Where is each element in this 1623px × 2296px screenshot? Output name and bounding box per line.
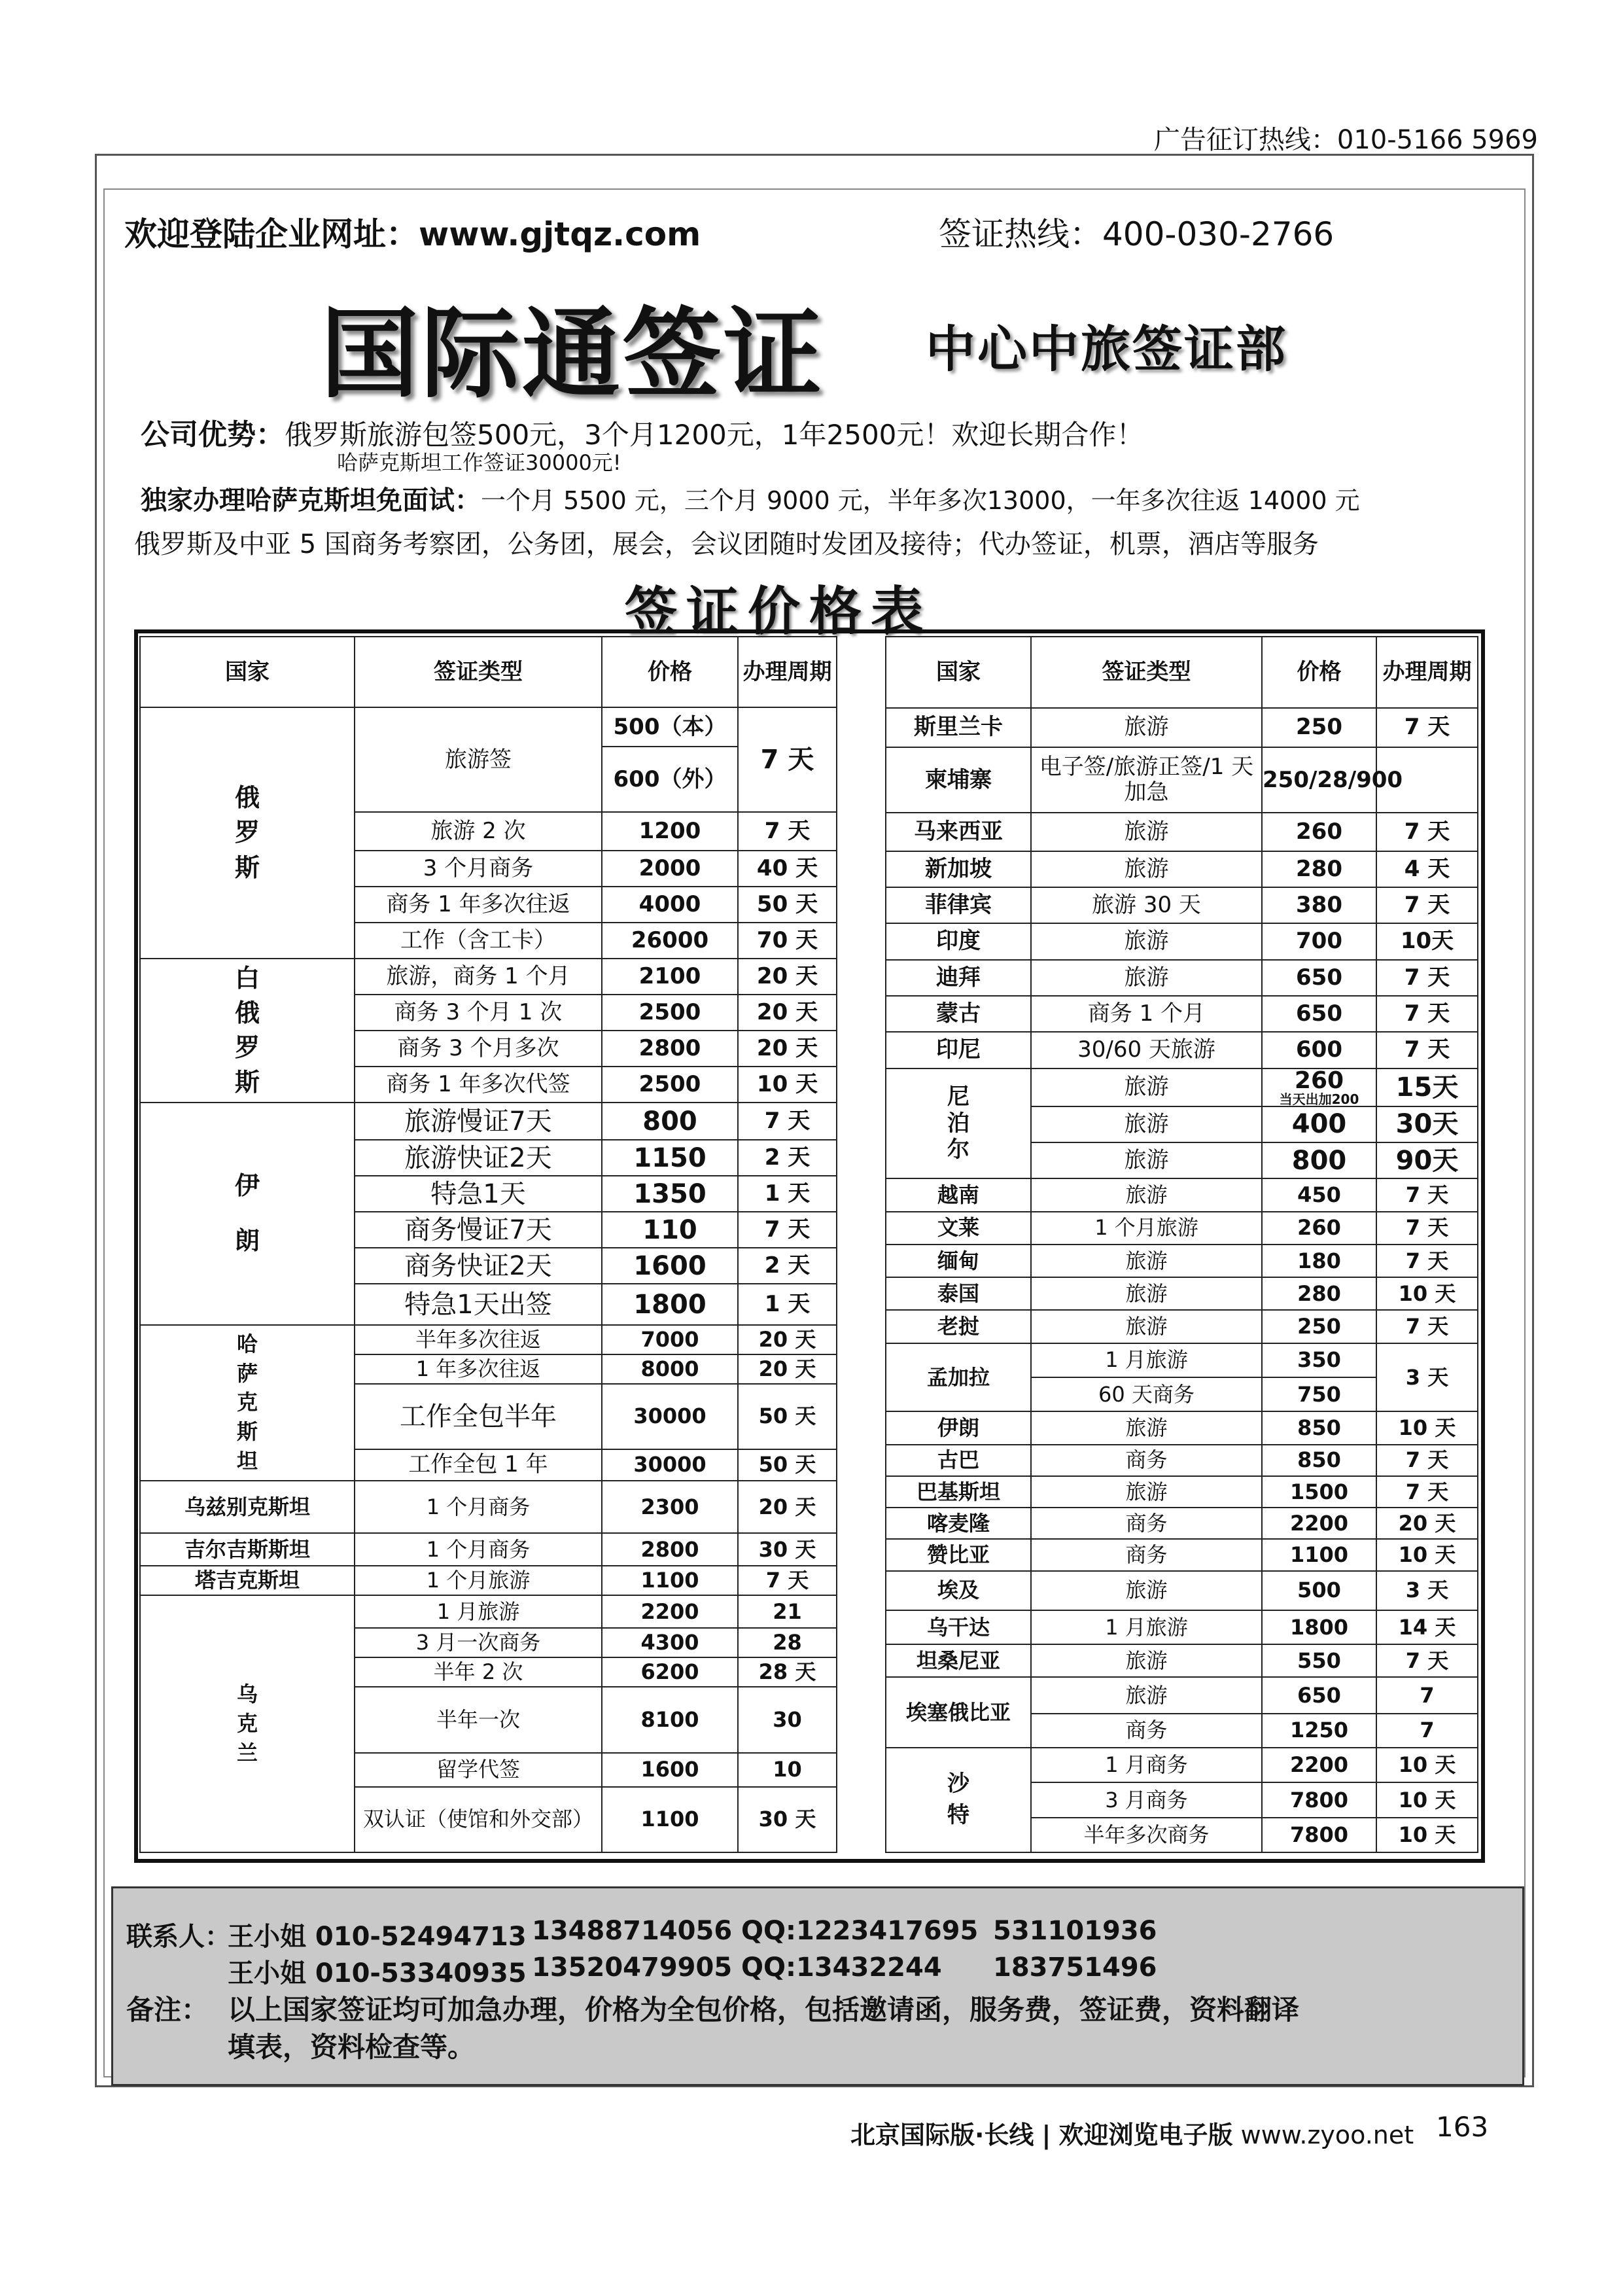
country-nepal: 尼泊尔 — [886, 1069, 1031, 1179]
contact-box — [111, 1886, 1524, 2086]
period: 3 天 — [1376, 1571, 1478, 1610]
country-indonesia: 印尼 — [886, 1032, 1031, 1068]
brand-subtitle: 中心中旅签证部 — [926, 320, 1287, 378]
price: 850 — [1262, 1411, 1376, 1444]
price: 380 — [1262, 887, 1376, 923]
visa-type: 半年多次商务 — [1031, 1818, 1262, 1852]
price: 250 — [1262, 708, 1376, 747]
exclusive-text: 一个月 5500 元，三个月 9000 元，半年多次13000，一年多次往返 14000 元 — [481, 486, 1360, 515]
visa-type: 旅游 — [1031, 1277, 1262, 1310]
visa-type: 3 月商务 — [1031, 1782, 1262, 1817]
price: 750 — [1262, 1377, 1376, 1411]
contact-2-phone: 王小姐 010-53340935 — [228, 1958, 527, 1988]
period: 7 天 — [1376, 1310, 1478, 1343]
visa-type: 旅游，商务 1 个月 — [355, 959, 602, 995]
price: 650 — [1262, 1677, 1376, 1713]
header-country: 国家 — [140, 637, 355, 707]
country-zambia: 赞比亚 — [886, 1539, 1031, 1570]
footer-browse: 欢迎浏览电子版 — [1058, 2121, 1233, 2149]
price: 30000 — [602, 1384, 738, 1449]
price: 4300 — [602, 1628, 738, 1657]
visa-type: 商务 1 年多次往返 — [355, 887, 602, 923]
country-ukraine: 乌克兰 — [140, 1595, 355, 1852]
visa-type: 旅游 — [1031, 813, 1262, 851]
price: 1100 — [602, 1787, 738, 1852]
visa-type: 工作（含工卡） — [355, 923, 602, 959]
period: 50 天 — [738, 1449, 837, 1481]
visa-type: 旅游 — [1031, 708, 1262, 747]
price: 1100 — [602, 1566, 738, 1595]
country-tanzania: 坦桑尼亚 — [886, 1644, 1031, 1677]
exclusive-label: 独家办理哈萨克斯坦免面试： — [141, 486, 481, 516]
country-laos: 老挝 — [886, 1310, 1031, 1343]
country-philippines: 菲律宾 — [886, 887, 1031, 923]
contact-1-phone: 王小姐 010-52494713 — [228, 1922, 527, 1952]
visa-type: 商务 — [1031, 1445, 1262, 1476]
country-mongolia: 蒙古 — [886, 996, 1031, 1032]
price: 250 — [1262, 1310, 1376, 1343]
visa-type: 旅游 — [1031, 1178, 1262, 1211]
period: 7 天 — [1376, 996, 1478, 1032]
visa-type: 旅游慢证7天 — [355, 1103, 602, 1140]
price: 280 — [1262, 851, 1376, 887]
country-kyrgyzstan: 吉尔吉斯斯坦 — [140, 1533, 355, 1566]
price: 1250 — [1262, 1714, 1376, 1748]
period: 7 天 — [1376, 1178, 1478, 1211]
period: 7 天 — [738, 812, 837, 850]
contact-2-qq: QQ:13432244 — [741, 1952, 942, 1983]
visa-type: 旅游 — [1031, 1106, 1262, 1142]
table-gutter — [836, 636, 885, 1853]
visa-type: 1 月旅游 — [1031, 1610, 1262, 1644]
period: 7 — [1376, 1677, 1478, 1713]
visa-type: 1 个月商务 — [355, 1481, 602, 1533]
period: 7 天 — [738, 1566, 837, 1595]
period: 7 天 — [738, 707, 837, 812]
exclusive-offer — [141, 480, 1360, 517]
period: 7 天 — [738, 1103, 837, 1140]
header-price: 价格 — [1262, 637, 1376, 708]
price: 1350 — [602, 1176, 738, 1212]
country-cambodia: 柬埔寨 — [886, 747, 1031, 813]
visa-type: 1 个月商务 — [355, 1533, 602, 1566]
visa-type: 旅游快证2天 — [355, 1140, 602, 1176]
price: 2800 — [602, 1533, 738, 1566]
period: 10天 — [1376, 923, 1478, 959]
price: 600（外） — [602, 747, 738, 812]
price: 400 — [1262, 1106, 1376, 1142]
page-number: 163 — [1436, 2111, 1489, 2143]
period: 20 天 — [738, 1481, 837, 1533]
country-myanmar: 缅甸 — [886, 1245, 1031, 1277]
note-label: 备注： — [126, 1994, 209, 2026]
price: 650 — [1262, 996, 1376, 1032]
country-sri-lanka: 斯里兰卡 — [886, 708, 1031, 747]
visa-type: 1 月旅游 — [355, 1595, 602, 1628]
price: 500（本） — [602, 707, 738, 747]
price: 30000 — [602, 1449, 738, 1481]
country-iran: 伊朗 — [886, 1411, 1031, 1444]
country-saudi: 沙特 — [886, 1748, 1031, 1852]
period: 20 天 — [738, 995, 837, 1031]
country-malaysia: 马来西亚 — [886, 813, 1031, 851]
price: 6200 — [602, 1657, 738, 1687]
period: 7 — [1376, 1714, 1478, 1748]
visa-type: 旅游签 — [355, 707, 602, 812]
contact-2-mobile: 13520479905 — [532, 1952, 733, 1983]
visa-type: 旅游 — [1031, 1571, 1262, 1610]
price: 280 — [1262, 1277, 1376, 1310]
period: 7 天 — [1376, 1245, 1478, 1277]
price: 2800 — [602, 1031, 738, 1067]
country-iran: 伊朗 — [140, 1103, 355, 1324]
contact-1-mobile: 13488714056 — [532, 1916, 733, 1946]
visa-type: 半年一次 — [355, 1687, 602, 1752]
price: 1600 — [602, 1248, 738, 1284]
price: 1150 — [602, 1140, 738, 1176]
period: 50 天 — [738, 1384, 837, 1449]
price: 450 — [1262, 1178, 1376, 1211]
visa-type: 1 个月旅游 — [1031, 1212, 1262, 1245]
price: 600 — [1262, 1032, 1376, 1068]
period: 10 — [738, 1753, 837, 1787]
period: 7 天 — [738, 1212, 837, 1248]
period: 20 天 — [738, 959, 837, 995]
period: 7 天 — [1376, 1445, 1478, 1476]
country-vietnam: 越南 — [886, 1178, 1031, 1211]
visa-type: 3 个月商务 — [355, 851, 602, 887]
price: 650 — [1262, 960, 1376, 996]
price: 2500 — [602, 1067, 738, 1103]
price: 250/28/900 — [1262, 747, 1376, 813]
price: 850 — [1262, 1445, 1376, 1476]
price: 800 — [1262, 1142, 1376, 1178]
price: 8000 — [602, 1354, 738, 1384]
header-visa-type: 签证类型 — [355, 637, 602, 707]
period: 90天 — [1376, 1142, 1478, 1178]
country-thailand: 泰国 — [886, 1277, 1031, 1310]
price: 7000 — [602, 1325, 738, 1354]
period: 30 — [738, 1687, 837, 1752]
urgent-note: 当天出加200 — [1279, 1091, 1359, 1107]
visa-type: 旅游 — [1031, 1142, 1262, 1178]
price: 260 — [1262, 813, 1376, 851]
country-brunei: 文莱 — [886, 1212, 1031, 1245]
period: 20 天 — [738, 1031, 837, 1067]
country-pakistan: 巴基斯坦 — [886, 1476, 1031, 1508]
country-uzbekistan: 乌兹别克斯坦 — [140, 1481, 355, 1533]
header-country: 国家 — [886, 637, 1031, 708]
brand-title: 国际通签证 — [321, 296, 825, 412]
visa-type: 旅游 — [1031, 960, 1262, 996]
visa-type: 商务 3 个月 1 次 — [355, 995, 602, 1031]
price: 1500 — [1262, 1476, 1376, 1508]
period: 30天 — [1376, 1106, 1478, 1142]
period: 20 天 — [738, 1354, 837, 1384]
price: 2200 — [1262, 1508, 1376, 1539]
visa-type: 旅游 30 天 — [1031, 887, 1262, 923]
visa-type: 30/60 天旅游 — [1031, 1032, 1262, 1068]
period: 7 天 — [1376, 960, 1478, 996]
period: 14 天 — [1376, 1610, 1478, 1644]
country-bangladesh: 孟加拉 — [886, 1343, 1031, 1412]
footer-site[interactable]: www.zyoo.net — [1240, 2121, 1414, 2149]
visa-type: 1 年多次往返 — [355, 1354, 602, 1384]
price: 180 — [1262, 1245, 1376, 1277]
period: 1 天 — [738, 1284, 837, 1324]
period: 30 天 — [738, 1787, 837, 1852]
period: 30 天 — [738, 1533, 837, 1566]
price: 1600 — [602, 1753, 738, 1787]
price: 7800 — [1262, 1782, 1376, 1817]
period: 15天 — [1376, 1069, 1478, 1106]
price: 2000 — [602, 851, 738, 887]
period: 1 天 — [738, 1176, 837, 1212]
period: 20 天 — [1376, 1508, 1478, 1539]
period: 28 — [738, 1628, 837, 1657]
period: 10 天 — [1376, 1818, 1478, 1852]
visa-type: 旅游 — [1031, 1069, 1262, 1106]
period: 10 天 — [1376, 1539, 1478, 1570]
price: 700 — [1262, 923, 1376, 959]
price: 1100 — [1262, 1539, 1376, 1570]
period: 40 天 — [738, 851, 837, 887]
visa-type: 1 月商务 — [1031, 1748, 1262, 1782]
country-egypt: 埃及 — [886, 1571, 1031, 1610]
company-advantage — [141, 411, 1143, 453]
note-line-2: 填表，资料检查等。 — [228, 2031, 476, 2063]
contact-1-qq: QQ:1223417695 — [741, 1916, 979, 1946]
header-period: 办理周期 — [738, 637, 837, 707]
visa-type: 商务 — [1031, 1508, 1262, 1539]
period: 2 天 — [738, 1248, 837, 1284]
visa-type: 旅游 — [1031, 923, 1262, 959]
visa-type: 商务快证2天 — [355, 1248, 602, 1284]
price: 2500 — [602, 995, 738, 1031]
price: 800 — [602, 1103, 738, 1140]
price: 550 — [1262, 1644, 1376, 1677]
visa-type: 旅游 — [1031, 1411, 1262, 1444]
header-price: 价格 — [602, 637, 738, 707]
price-table-left — [139, 636, 837, 1853]
advantage-label: 公司优势： — [141, 418, 285, 451]
country-tajikistan: 塔吉克斯坦 — [140, 1566, 355, 1595]
country-india: 印度 — [886, 923, 1031, 959]
header-period: 办理周期 — [1376, 637, 1478, 708]
visa-type: 留学代签 — [355, 1753, 602, 1787]
footer-edition: 北京国际版·长线 — [850, 2121, 1034, 2149]
visa-type: 特急1天 — [355, 1176, 602, 1212]
country-cameroon: 喀麦隆 — [886, 1508, 1031, 1539]
period: 10 天 — [1376, 1748, 1478, 1782]
kazakhstan-note: 哈萨克斯坦工作签证30000元! — [337, 450, 621, 475]
advantage-text: 俄罗斯旅游包签500元，3个月1200元，1年2500元！欢迎长期合作！ — [285, 419, 1144, 451]
footer-separator: | — [1041, 2121, 1051, 2149]
price: 500 — [1262, 1571, 1376, 1610]
price: 7800 — [1262, 1818, 1376, 1852]
period: 70 天 — [738, 923, 837, 959]
price: 2200 — [1262, 1748, 1376, 1782]
visa-type: 商务 1 年多次代签 — [355, 1067, 602, 1103]
visa-type: 双认证（使馆和外交部） — [355, 1787, 602, 1852]
period: 3 天 — [1376, 1343, 1478, 1412]
visa-type: 旅游 — [1031, 851, 1262, 887]
country-cuba: 古巴 — [886, 1445, 1031, 1476]
visa-type: 旅游 — [1031, 1310, 1262, 1343]
price: 1800 — [1262, 1610, 1376, 1644]
period: 10 天 — [1376, 1277, 1478, 1310]
footer — [850, 2115, 1414, 2151]
visa-type: 工作全包 1 年 — [355, 1449, 602, 1481]
visa-type: 旅游 — [1031, 1245, 1262, 1277]
visa-hotline: 签证热线：400-030-2766 — [939, 215, 1335, 253]
period: 7 天 — [1376, 1644, 1478, 1677]
contact-2-qq2: 183751496 — [993, 1952, 1157, 1983]
price: 260 — [1262, 1212, 1376, 1245]
company-website: 欢迎登陆企业网址：www.gjtqz.com — [124, 215, 701, 253]
visa-type: 1 个月旅游 — [355, 1566, 602, 1595]
price-table-right — [885, 636, 1478, 1853]
period: 20 天 — [738, 1325, 837, 1354]
country-ethiopia: 埃塞俄比亚 — [886, 1677, 1031, 1748]
ad-hotline: 广告征订热线：010-5166 5969 — [1153, 125, 1538, 155]
period: 4 天 — [1376, 851, 1478, 887]
price: 4000 — [602, 887, 738, 923]
visa-type: 商务慢证7天 — [355, 1212, 602, 1248]
price: 26000 — [602, 923, 738, 959]
period: 7 天 — [1376, 1476, 1478, 1508]
country-kazakhstan: 哈萨克斯坦 — [140, 1325, 355, 1481]
visa-type: 商务 — [1031, 1714, 1262, 1748]
country-singapore: 新加坡 — [886, 851, 1031, 887]
price-table-title: 签证价格表 — [625, 580, 932, 642]
contact-1-qq2: 531101936 — [993, 1916, 1157, 1946]
price-nepal-1 — [1262, 1069, 1376, 1106]
visa-type: 半年 2 次 — [355, 1657, 602, 1687]
visa-type: 旅游 — [1031, 1476, 1262, 1508]
visa-type: 特急1天出签 — [355, 1284, 602, 1324]
period: 7 天 — [1376, 813, 1478, 851]
period: 21 — [738, 1595, 837, 1628]
visa-type: 商务 — [1031, 1539, 1262, 1570]
country-belarus: 白俄罗斯 — [140, 959, 355, 1103]
price: 110 — [602, 1212, 738, 1248]
period: 50 天 — [738, 887, 837, 923]
note-line-1: 以上国家签证均可加急办理，价格为全包价格，包括邀请函，服务费，签证费，资料翻译 — [228, 1994, 1300, 2026]
header-visa-type: 签证类型 — [1031, 637, 1262, 708]
period: 7 天 — [1376, 708, 1478, 747]
price: 350 — [1262, 1343, 1376, 1377]
period: 7 天 — [1376, 1212, 1478, 1245]
contact-label: 联系人： — [126, 1922, 231, 1952]
price: 8100 — [602, 1687, 738, 1752]
price: 1800 — [602, 1284, 738, 1324]
visa-type: 工作全包半年 — [355, 1384, 602, 1449]
country-uganda: 乌干达 — [886, 1610, 1031, 1644]
visa-type: 3 月一次商务 — [355, 1628, 602, 1657]
country-russia: 俄罗斯 — [140, 707, 355, 959]
services-line: 俄罗斯及中亚 5 国商务考察团，公务团，展会，会议团随时发团及接待；代办签证，机票，酒店等服务 — [134, 529, 1319, 559]
price: 2300 — [602, 1481, 738, 1533]
price: 2100 — [602, 959, 738, 995]
period: 10 天 — [1376, 1782, 1478, 1817]
country-dubai: 迪拜 — [886, 960, 1031, 996]
period: 28 天 — [738, 1657, 837, 1687]
price: 2200 — [602, 1595, 738, 1628]
visa-type: 旅游 — [1031, 1644, 1262, 1677]
visa-type: 商务 1 个月 — [1031, 996, 1262, 1032]
visa-type: 旅游 — [1031, 1677, 1262, 1713]
period: 7 天 — [1376, 1032, 1478, 1068]
visa-type: 电子签/旅游正签/1 天加急 — [1031, 747, 1262, 813]
visa-type: 商务 3 个月多次 — [355, 1031, 602, 1067]
period: 2 天 — [738, 1140, 837, 1176]
visa-type: 旅游 2 次 — [355, 812, 602, 850]
period: 10 天 — [1376, 1411, 1478, 1444]
visa-type: 1 月旅游 — [1031, 1343, 1262, 1377]
period: 7 天 — [1376, 887, 1478, 923]
price: 1200 — [602, 812, 738, 850]
visa-type: 半年多次往返 — [355, 1325, 602, 1354]
price: 260 — [1294, 1067, 1344, 1094]
visa-type: 60 天商务 — [1031, 1377, 1262, 1411]
period: 10 天 — [738, 1067, 837, 1103]
